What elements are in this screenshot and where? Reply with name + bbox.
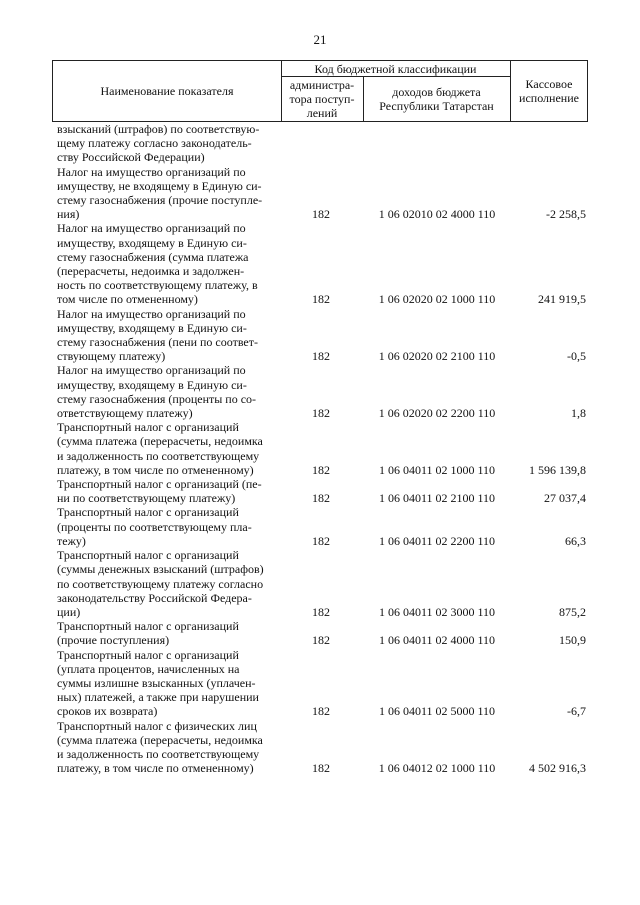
- amount-value: -0,5: [567, 349, 586, 364]
- admin-code: 182: [312, 633, 330, 648]
- table-row: [52, 363, 588, 420]
- indicator-name: Транспортный налог с организаций (суммы денежных взысканий (штрафов) по соответствующему платежу согласно законодательству Российской Федера- ции): [57, 548, 264, 619]
- admin-code: 182: [312, 406, 330, 421]
- amount-value: -6,7: [567, 704, 586, 719]
- amount-value: 150,9: [559, 633, 586, 648]
- amount-value: 1,8: [571, 406, 586, 421]
- amount-value: 4 502 916,3: [529, 761, 586, 776]
- table-row: [52, 719, 588, 776]
- admin-code: 182: [312, 462, 330, 477]
- table-row: [52, 648, 588, 719]
- table-row: [52, 165, 588, 222]
- table-row: [52, 307, 588, 364]
- indicator-name: Налог на имущество организаций по имуществу, входящему в Единую си- стему газоснабжения (сумма платежа (перерасчеты, недоимка и задолжен- ность по соответствующему платежу, в том числе по отмененному): [57, 221, 258, 307]
- header-revenue-column: доходов бюджета Республики Татарстан: [379, 85, 494, 113]
- revenue-code: 1 06 04011 02 3000 110: [378, 604, 496, 619]
- table-row: [52, 619, 588, 647]
- amount-value: 241 919,5: [538, 292, 586, 307]
- revenue-code: 1 06 02020 02 1000 110: [378, 292, 496, 307]
- table-header: [52, 60, 588, 122]
- revenue-code: 1 06 04012 02 1000 110: [378, 761, 496, 776]
- header-admin-column: администра- тора поступ- лений: [289, 78, 355, 120]
- admin-code: 182: [312, 292, 330, 307]
- page-number: 21: [313, 32, 327, 47]
- table-row: [52, 477, 588, 505]
- indicator-name: Транспортный налог с организаций (уплата процентов, начисленных на суммы излишне взысканных (уплачен- ных) платежей, а также при нарушении сроков их возврата): [57, 647, 259, 719]
- header-code-group: Код бюджетной классификации: [314, 62, 477, 76]
- table-row: [52, 505, 588, 548]
- admin-code: 182: [312, 761, 330, 776]
- table-row: [52, 122, 588, 165]
- amount-value: 27 037,4: [544, 491, 586, 506]
- revenue-code: 1 06 02020 02 2200 110: [378, 406, 496, 421]
- admin-code: 182: [312, 491, 330, 506]
- amount-value: 1 596 139,8: [529, 462, 586, 477]
- table-body: [52, 122, 588, 775]
- admin-code: 182: [312, 604, 330, 619]
- admin-code: 182: [312, 349, 330, 364]
- indicator-name: Налог на имущество организаций по имуществу, входящему в Единую си- стему газоснабжения (проценты по со- ответствующему платежу): [57, 363, 257, 421]
- indicator-name: Налог на имущество организаций по имуществу, не входящему в Единую си- стему газоснабжения (прочие поступле- ния): [57, 164, 263, 222]
- indicator-name: Транспортный налог с организаций (прочие поступления): [57, 619, 239, 648]
- revenue-code: 1 06 04011 02 1000 110: [378, 462, 496, 477]
- revenue-code: 1 06 04011 02 5000 110: [378, 704, 496, 719]
- admin-code: 182: [312, 704, 330, 719]
- table-row: [52, 221, 588, 306]
- amount-value: 66,3: [565, 533, 586, 548]
- indicator-name: Налог на имущество организаций по имуществу, входящему в Единую си- стему газоснабжения (пени по соответ- ствующему платежу): [57, 306, 258, 364]
- indicator-name: взысканий (штрафов) по соответствую- щему платежу согласно законодатель- ству Российской Федерации): [57, 122, 260, 165]
- admin-code: 182: [312, 207, 330, 222]
- revenue-code: 1 06 02010 02 4000 110: [378, 207, 496, 222]
- revenue-code: 1 06 02020 02 2100 110: [378, 349, 496, 364]
- table-row: [52, 420, 588, 477]
- amount-value: -2 258,5: [546, 207, 586, 222]
- indicator-name: Транспортный налог с организаций (сумма платежа (перерасчеты, недоимка и задолженность по соответствующему платежу, в том числе по отмененному): [57, 420, 263, 477]
- header-amount-column: Кассовое исполнение: [519, 77, 579, 105]
- header-name-column: Наименование показателя: [100, 84, 234, 98]
- revenue-code: 1 06 04011 02 2200 110: [378, 533, 496, 548]
- admin-code: 182: [312, 533, 330, 548]
- indicator-name: Транспортный налог с организаций (проценты по соответствующему пла- тежу): [57, 505, 252, 548]
- indicator-name: Транспортный налог с организаций (пе- ни по соответствующему платежу): [57, 477, 262, 506]
- amount-value: 875,2: [559, 604, 586, 619]
- indicator-name: Транспортный налог с физических лиц (сумма платежа (перерасчеты, недоимка и задолженность по соответствующему платежу, в том числе по отмененному): [57, 718, 263, 776]
- revenue-code: 1 06 04011 02 4000 110: [378, 633, 496, 648]
- table-row: [52, 548, 588, 619]
- revenue-code: 1 06 04011 02 2100 110: [378, 491, 496, 506]
